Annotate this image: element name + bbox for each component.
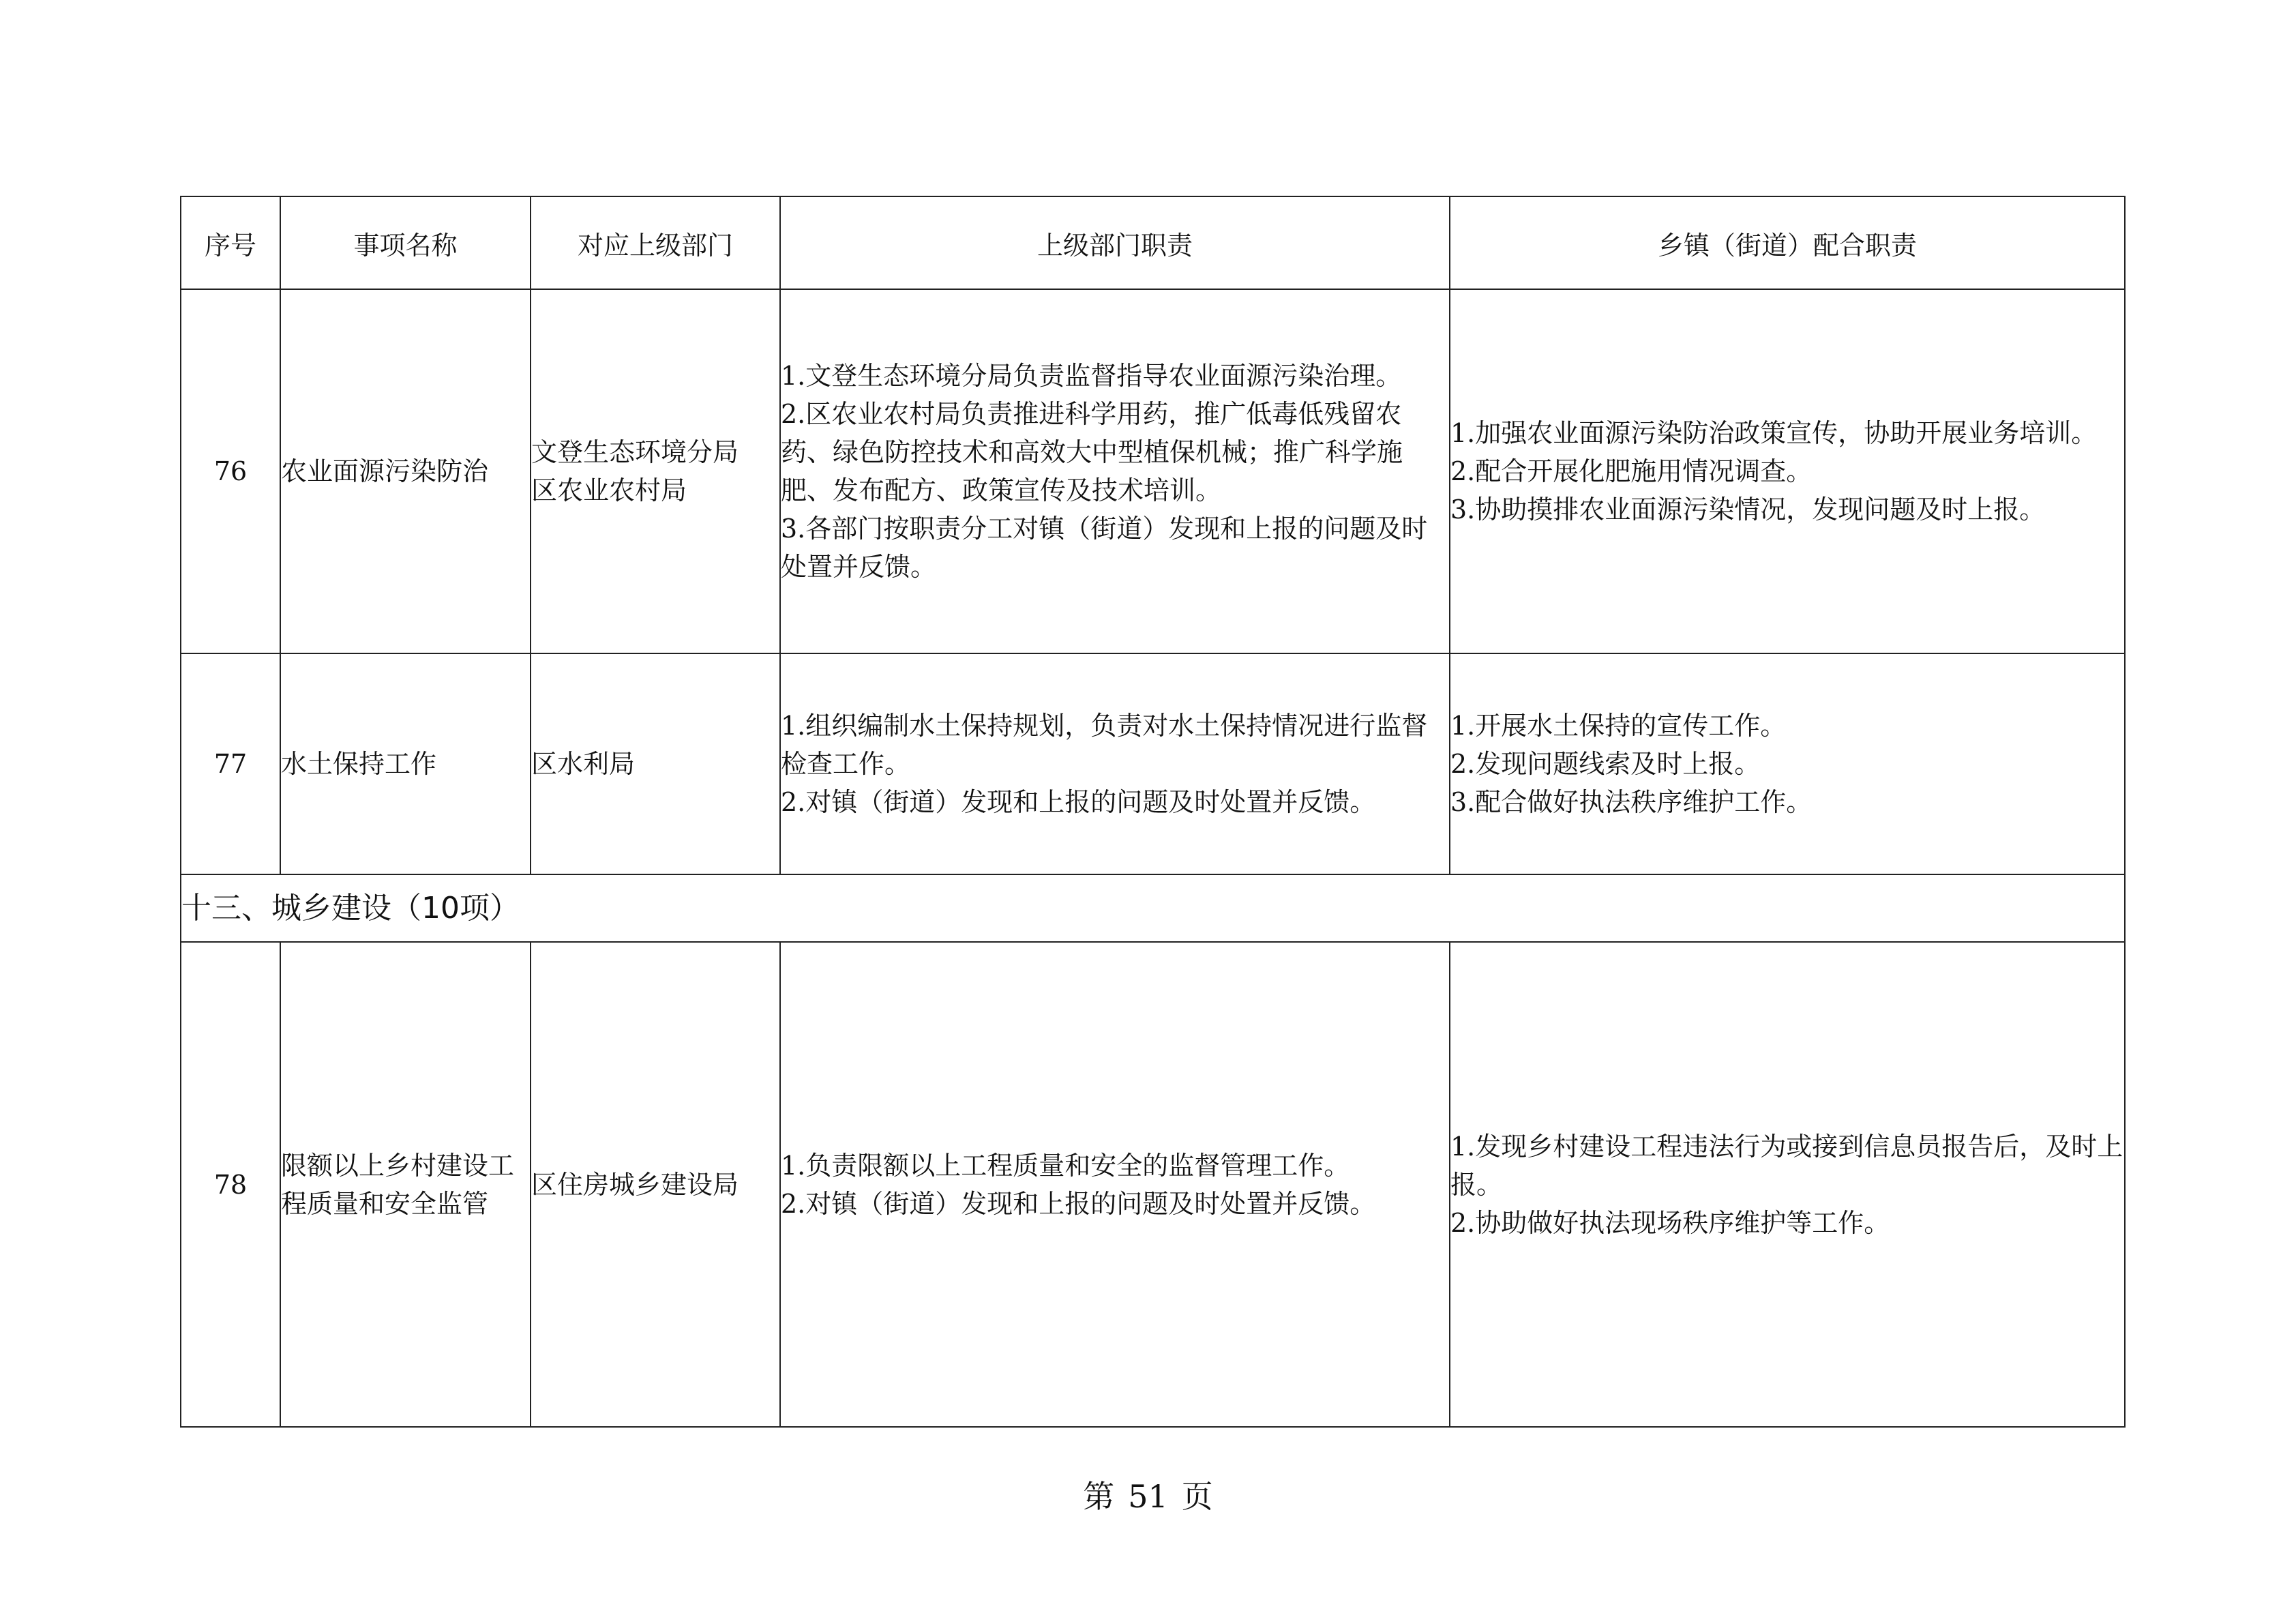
dept-line: 文登生态环境分局	[531, 437, 739, 467]
row-town-duty	[1450, 289, 2125, 653]
page-num: 51	[1128, 1478, 1168, 1515]
section-title: 十三、城乡建设（10项）	[181, 874, 2125, 942]
row-upper-dept	[531, 289, 780, 653]
header-seq: 序号	[181, 196, 280, 289]
row-seq: 76	[181, 289, 280, 653]
duty-line: 1.开展水土保持的宣传工作。	[1450, 711, 1787, 741]
duty-line: 3.配合做好执法秩序维护工作。	[1450, 787, 1813, 817]
table-row	[181, 289, 2125, 653]
duty-line: 2.发现问题线索及时上报。	[1450, 749, 1761, 779]
row-upper-duty	[780, 289, 1450, 653]
page-number	[0, 1472, 2296, 1517]
header-town-duty: 乡镇（街道）配合职责	[1450, 196, 2125, 289]
row-upper-duty	[780, 653, 1450, 874]
row-town-duty	[1450, 653, 2125, 874]
row-item-name: 限额以上乡村建设工程质量和安全监管	[280, 942, 531, 1427]
duty-table	[180, 196, 2126, 1428]
duty-line: 2.对镇（街道）发现和上报的问题及时处置并反馈。	[781, 787, 1376, 817]
duty-line: 1.文登生态环境分局负责监督指导农业面源污染治理。	[781, 361, 1402, 391]
duty-line: 2.对镇（街道）发现和上报的问题及时处置并反馈。	[781, 1188, 1376, 1219]
duty-line: 2.区农业农村局负责推进科学用药，推广低毒低残留农药、绿色防控技术和高效大中型植保机械；推广科学施肥、发布配方、政策宣传及技术培训。	[781, 399, 1403, 505]
duty-line: 3.各部门按职责分工对镇（街道）发现和上报的问题及时处置并反馈。	[781, 514, 1428, 582]
row-item-name: 水土保持工作	[280, 653, 531, 874]
header-upper-duty: 上级部门职责	[780, 196, 1450, 289]
duty-line: 2.配合开展化肥施用情况调查。	[1450, 456, 1813, 486]
table-row	[181, 653, 2125, 874]
duty-line: 2.协助做好执法现场秩序维护等工作。	[1450, 1207, 1890, 1238]
row-item-name: 农业面源污染防治	[280, 289, 531, 653]
row-upper-duty	[780, 942, 1450, 1427]
dept-line: 区农业农村局	[531, 475, 687, 505]
page-prefix: 第	[1083, 1478, 1115, 1515]
duty-line: 1.加强农业面源污染防治政策宣传，协助开展业务培训。	[1450, 418, 2098, 448]
dept-line: 区住房城乡建设局	[531, 1169, 739, 1200]
duty-line: 3.协助摸排农业面源污染情况，发现问题及时上报。	[1450, 494, 2046, 525]
header-upper-dept: 对应上级部门	[531, 196, 780, 289]
table-row	[181, 942, 2125, 1427]
section-row	[181, 874, 2125, 942]
duty-line: 1.组织编制水土保持规划，负责对水土保持情况进行监督检查工作。	[781, 711, 1428, 779]
row-seq: 78	[181, 942, 280, 1427]
row-upper-dept	[531, 653, 780, 874]
duty-line: 1.负责限额以上工程质量和安全的监督管理工作。	[781, 1150, 1350, 1181]
row-town-duty	[1450, 942, 2125, 1427]
header-row	[181, 196, 2125, 289]
duty-line: 1.发现乡村建设工程违法行为或接到信息员报告后，及时上报。	[1450, 1131, 2123, 1200]
row-seq: 77	[181, 653, 280, 874]
page-suffix: 页	[1181, 1478, 1213, 1515]
header-item-name: 事项名称	[280, 196, 531, 289]
dept-line: 区水利局	[531, 749, 636, 779]
row-upper-dept	[531, 942, 780, 1427]
